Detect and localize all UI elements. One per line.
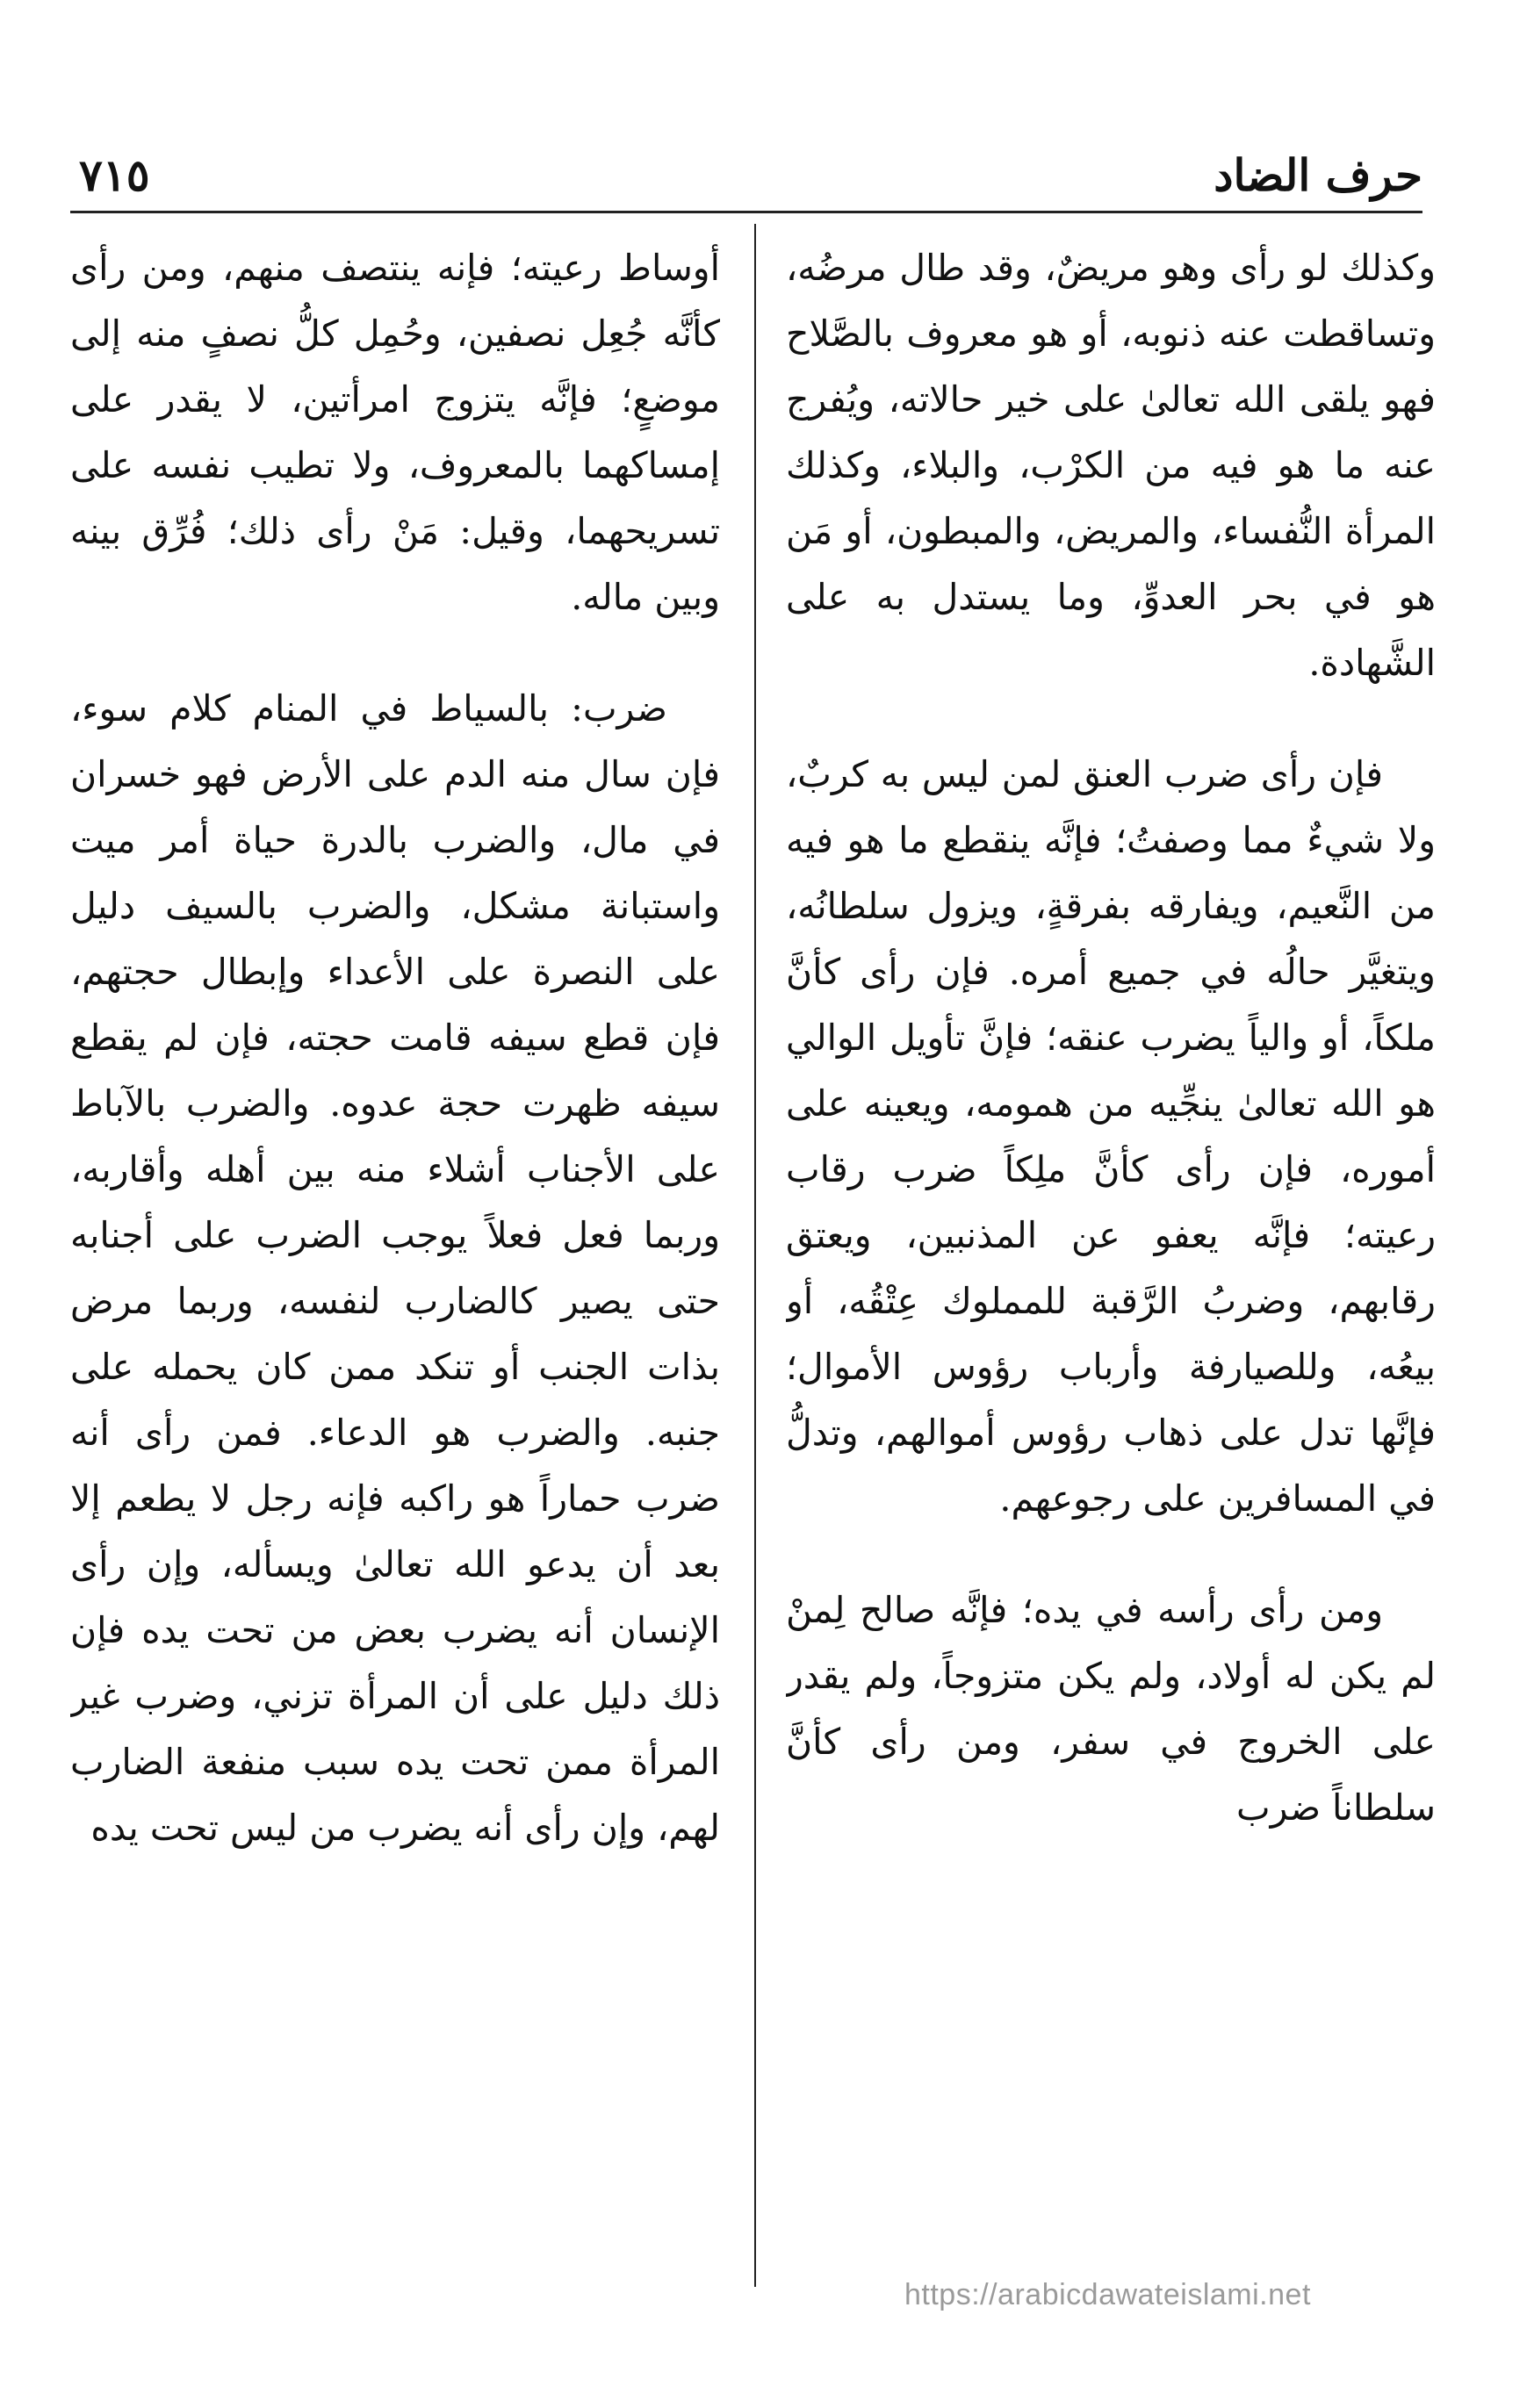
chapter-title: حرف الضاد	[1214, 149, 1422, 201]
paragraph: وكذلك لو رأى وهو مريضٌ، وقد طال مرضُه، وتساقطت عنه ذنوبه، أو هو معروف بالصَّلاح فهو يلقى الله تعالىٰ على خير حالاته، ويُفرج عنه ما هو فيه من الكرْب، والبلاء، وكذلك المرأة النُّفساء، والمريض، والمبطون، أو مَن هو في بحر العدوِّ، وما يستدل به على الشَّهادة.	[786, 247, 1436, 684]
page-number: ٧١٥	[79, 149, 150, 201]
paragraph: أوساط رعيته؛ فإنه ينتصف منهم، ومن رأى كأنَّه جُعِل نصفين، وحُمِل كلُّ نصفٍ منه إلى موضعٍ؛ فإنَّه يتزوج امرأتين، لا يقدر على إمساكهما بالمعروف، ولا تطيب نفسه على تسريحهما، وقيل: مَنْ رأى ذلك؛ فُرِّق بينه وبين ماله.	[70, 247, 720, 618]
left-column	[70, 235, 720, 2272]
watermark-url: https://arabicdawateislami.net	[904, 2278, 1311, 2311]
page-header	[70, 140, 1422, 211]
column-divider	[754, 224, 756, 2287]
paragraph: فإن رأى ضرب العنق لمن ليس به كربٌ، ولا شيءٌ مما وصفتُ؛ فإنَّه ينقطع ما هو فيه من النَّعيم، ويفارقه بفرقةٍ، ويزول سلطانُه، ويتغيَّر حالُه في جميع أمره. فإن رأى كأنَّ ملكاً، أو والياً يضرب عنقه؛ فإنَّ تأويل الوالي هو الله تعالىٰ ينجِّيه من همومه، ويعينه على أموره، فإن رأى كأنَّ ملِكاً ضرب رقاب رعيته؛ فإنَّه يعفو عن المذنبين، ويعتق رقابهم، وضربُ الرَّقبة للمملوك عِتْقُه، أو بيعُه، وللصيارفة وأرباب رؤوس الأموال؛ فإنَّها تدل على ذهاب رؤوس أموالهم، وتدلُّ في المسافرين على رجوعهم.	[786, 753, 1436, 1520]
header-divider	[70, 211, 1422, 213]
paragraph: ومن رأى رأسه في يده؛ فإنَّه صالح لِمنْ لم يكن له أولاد، ولم يكن متزوجاً، ولم يقدر على الخروج في سفر، ومن رأى كأنَّ سلطاناً ضرب	[786, 1589, 1436, 1829]
paragraph: ضرب: بالسياط في المنام كلام سوء، فإن سال منه الدم على الأرض فهو خسران في مال، والضرب بالدرة حياة أمر ميت واستبانة مشكل، والضرب بالسيف دليل على النصرة على الأعداء وإبطال حجتهم، فإن قطع سيفه قامت حجته، فإن لم يقطع سيفه ظهرت حجة عدوه. والضرب بالآباط على الأجناب أشلاء منه بين أهله وأقاربه، وربما فعل فعلاً يوجب الضرب على أجنابه حتى يصير كالضارب لنفسه، وربما مرض بذات الجنب أو تنكد ممن كان يحمله على جنبه. والضرب هو الدعاء. فمن رأى أنه ضرب حماراً هو راكبه فإنه رجل لا يطعم إلا بعد أن يدعو الله تعالىٰ ويسأله، وإن رأى الإنسان أنه يضرب بعض من تحت يده فإن ذلك دليل على أن المرأة تزني، وضرب غير المرأة ممن تحت يده سبب منفعة الضارب لهم، وإن رأى أنه يضرب من ليس تحت يده	[70, 687, 720, 1849]
right-column	[786, 235, 1436, 2272]
